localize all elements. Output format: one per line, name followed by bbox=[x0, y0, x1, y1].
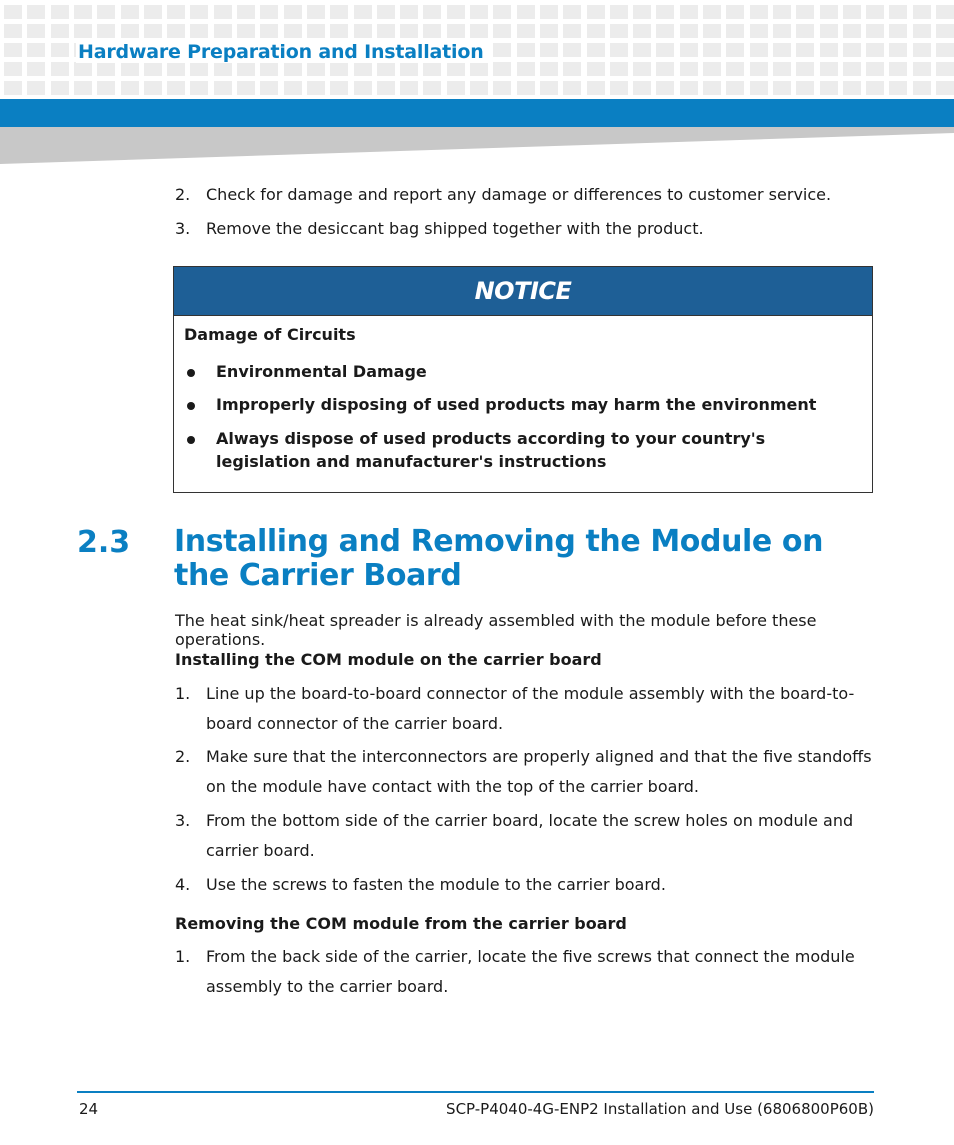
pattern-square bbox=[750, 5, 768, 19]
pattern-square bbox=[889, 43, 907, 57]
pattern-square bbox=[167, 81, 185, 95]
pattern-square bbox=[936, 24, 954, 38]
step-number: 4. bbox=[175, 875, 191, 894]
section-title: Installing and Removing the Module on the Carrier Board bbox=[174, 524, 824, 593]
pattern-square bbox=[51, 24, 69, 38]
pattern-square bbox=[796, 24, 814, 38]
header-blue-bar bbox=[0, 99, 954, 127]
pattern-square bbox=[703, 43, 721, 57]
step-text: Remove the desiccant bag shipped together with the product. bbox=[206, 219, 704, 238]
pattern-square bbox=[144, 5, 162, 19]
pattern-square bbox=[610, 62, 628, 76]
pattern-square bbox=[377, 24, 395, 38]
pattern-square bbox=[27, 5, 45, 19]
pattern-square bbox=[796, 5, 814, 19]
pattern-square bbox=[587, 43, 605, 57]
step-text: Use the screws to fasten the module to the carrier board. bbox=[206, 875, 666, 894]
pattern-square bbox=[820, 43, 838, 57]
pattern-square bbox=[493, 62, 511, 76]
pattern-square bbox=[167, 62, 185, 76]
step-text: Check for damage and report any damage or differences to customer service. bbox=[206, 185, 832, 204]
pattern-square bbox=[423, 5, 441, 19]
pattern-square bbox=[121, 5, 139, 19]
pattern-square bbox=[144, 81, 162, 95]
pattern-square bbox=[703, 5, 721, 19]
remove-step-1 bbox=[175, 942, 875, 1002]
pattern-square bbox=[97, 81, 115, 95]
pattern-square bbox=[423, 24, 441, 38]
pattern-square bbox=[354, 62, 372, 76]
pattern-square bbox=[773, 43, 791, 57]
install-step-2 bbox=[175, 742, 875, 802]
pattern-square bbox=[796, 81, 814, 95]
pattern-square bbox=[190, 62, 208, 76]
pattern-square bbox=[843, 43, 861, 57]
header-grey-wedge bbox=[0, 127, 954, 164]
pattern-square bbox=[913, 43, 931, 57]
pattern-square bbox=[703, 62, 721, 76]
pattern-square bbox=[121, 24, 139, 38]
pattern-square bbox=[214, 5, 232, 19]
pattern-square bbox=[726, 81, 744, 95]
pattern-square bbox=[866, 81, 884, 95]
pattern-square bbox=[144, 62, 162, 76]
notice-bullet bbox=[184, 360, 844, 383]
pattern-square bbox=[237, 81, 255, 95]
pattern-square bbox=[750, 24, 768, 38]
page-number: 24 bbox=[79, 1100, 99, 1118]
document-title: SCP-P4040-4G-ENP2 Installation and Use (6806800P60B) bbox=[446, 1100, 874, 1118]
pattern-square bbox=[354, 5, 372, 19]
pattern-square bbox=[214, 81, 232, 95]
install-step-4 bbox=[175, 870, 875, 900]
pattern-square bbox=[587, 62, 605, 76]
pattern-square bbox=[889, 5, 907, 19]
pattern-square bbox=[540, 81, 558, 95]
pattern-square bbox=[51, 43, 69, 57]
footer-rule bbox=[77, 1091, 874, 1093]
pattern-square bbox=[750, 62, 768, 76]
pattern-square bbox=[400, 5, 418, 19]
pattern-square bbox=[633, 5, 651, 19]
pattern-square bbox=[563, 62, 581, 76]
pattern-square bbox=[400, 81, 418, 95]
pattern-square bbox=[377, 5, 395, 19]
pattern-square bbox=[563, 5, 581, 19]
bullet-icon bbox=[187, 402, 195, 410]
section-number: 2.3 bbox=[77, 525, 131, 560]
pattern-square bbox=[517, 5, 535, 19]
pattern-square bbox=[307, 81, 325, 95]
pattern-square bbox=[51, 5, 69, 19]
pattern-square bbox=[330, 81, 348, 95]
install-step-3 bbox=[175, 806, 875, 866]
pattern-square bbox=[820, 81, 838, 95]
pattern-square bbox=[820, 62, 838, 76]
pattern-square bbox=[587, 24, 605, 38]
pattern-square bbox=[284, 62, 302, 76]
pattern-square bbox=[656, 62, 674, 76]
pattern-square bbox=[587, 81, 605, 95]
pattern-square bbox=[493, 5, 511, 19]
pattern-square bbox=[843, 5, 861, 19]
pattern-square bbox=[517, 62, 535, 76]
step-number: 3. bbox=[175, 811, 191, 830]
pattern-square bbox=[563, 43, 581, 57]
bullet-text: Environmental Damage bbox=[216, 362, 427, 381]
pattern-square bbox=[726, 5, 744, 19]
pattern-square bbox=[190, 5, 208, 19]
pattern-square bbox=[773, 5, 791, 19]
pattern-square bbox=[703, 81, 721, 95]
pattern-square bbox=[610, 24, 628, 38]
bullet-icon bbox=[187, 369, 195, 377]
step-text: Line up the board-to-board connector of the module assembly with the board-to-board connector of the carrier board. bbox=[206, 684, 855, 733]
pattern-square bbox=[51, 62, 69, 76]
notice-heading: NOTICE bbox=[474, 277, 572, 305]
pattern-square bbox=[633, 62, 651, 76]
pattern-square bbox=[51, 81, 69, 95]
pattern-square bbox=[470, 5, 488, 19]
pattern-square bbox=[913, 24, 931, 38]
pattern-square bbox=[447, 24, 465, 38]
pattern-square bbox=[703, 24, 721, 38]
pattern-square bbox=[74, 5, 92, 19]
pattern-square bbox=[97, 5, 115, 19]
pattern-square bbox=[656, 24, 674, 38]
pattern-square bbox=[447, 81, 465, 95]
pattern-square bbox=[866, 24, 884, 38]
pattern-square bbox=[913, 5, 931, 19]
pattern-square bbox=[27, 43, 45, 57]
pattern-square bbox=[97, 24, 115, 38]
step-number: 2. bbox=[175, 185, 191, 204]
pattern-square bbox=[820, 5, 838, 19]
pattern-square bbox=[540, 24, 558, 38]
pattern-square bbox=[936, 5, 954, 19]
pattern-square bbox=[470, 62, 488, 76]
pattern-square bbox=[610, 5, 628, 19]
install-heading: Installing the COM module on the carrier board bbox=[175, 650, 602, 669]
pattern-square bbox=[796, 43, 814, 57]
step-text: From the bottom side of the carrier board, locate the screw holes on module and carrier board. bbox=[206, 811, 854, 860]
pattern-square bbox=[656, 81, 674, 95]
pattern-square bbox=[237, 24, 255, 38]
pattern-square bbox=[889, 24, 907, 38]
intro-step-3 bbox=[175, 214, 875, 244]
pattern-square bbox=[354, 81, 372, 95]
pattern-square bbox=[633, 43, 651, 57]
pattern-square bbox=[563, 81, 581, 95]
step-number: 1. bbox=[175, 947, 191, 966]
pattern-square bbox=[936, 81, 954, 95]
pattern-square bbox=[889, 81, 907, 95]
pattern-square bbox=[27, 24, 45, 38]
notice-title: Damage of Circuits bbox=[184, 325, 356, 344]
pattern-square bbox=[866, 5, 884, 19]
bullet-icon bbox=[187, 436, 195, 444]
pattern-square bbox=[680, 62, 698, 76]
pattern-square bbox=[74, 62, 92, 76]
pattern-square bbox=[540, 5, 558, 19]
pattern-square bbox=[284, 81, 302, 95]
intro-step-2 bbox=[175, 180, 875, 210]
pattern-square bbox=[563, 24, 581, 38]
pattern-square bbox=[214, 62, 232, 76]
notice-bullet bbox=[184, 393, 844, 416]
pattern-square bbox=[27, 62, 45, 76]
pattern-square bbox=[4, 24, 22, 38]
bullet-text: Improperly disposing of used products may harm the environment bbox=[216, 395, 817, 414]
pattern-square bbox=[843, 24, 861, 38]
step-number: 2. bbox=[175, 747, 191, 766]
step-number: 1. bbox=[175, 684, 191, 703]
pattern-square bbox=[820, 24, 838, 38]
pattern-square bbox=[4, 62, 22, 76]
pattern-square bbox=[400, 24, 418, 38]
pattern-square bbox=[680, 81, 698, 95]
pattern-square bbox=[517, 43, 535, 57]
pattern-square bbox=[260, 5, 278, 19]
pattern-square bbox=[423, 81, 441, 95]
pattern-square bbox=[680, 24, 698, 38]
section-intro: The heat sink/heat spreader is already assembled with the module before these operations. bbox=[175, 611, 817, 649]
pattern-square bbox=[4, 5, 22, 19]
pattern-square bbox=[680, 5, 698, 19]
pattern-square bbox=[633, 24, 651, 38]
pattern-square bbox=[27, 81, 45, 95]
pattern-square bbox=[493, 81, 511, 95]
pattern-square bbox=[284, 5, 302, 19]
pattern-square bbox=[866, 62, 884, 76]
pattern-square bbox=[377, 62, 395, 76]
pattern-square bbox=[167, 24, 185, 38]
pattern-square bbox=[447, 5, 465, 19]
pattern-square bbox=[74, 81, 92, 95]
pattern-square bbox=[796, 62, 814, 76]
pattern-square bbox=[517, 24, 535, 38]
pattern-square bbox=[144, 24, 162, 38]
notice-bullet bbox=[184, 427, 844, 473]
pattern-square bbox=[517, 81, 535, 95]
pattern-square bbox=[237, 62, 255, 76]
pattern-square bbox=[121, 81, 139, 95]
pattern-square bbox=[540, 62, 558, 76]
bullet-text: Always dispose of used products according to your country's legislation and manufacturer's instructions bbox=[216, 429, 766, 471]
pattern-square bbox=[726, 24, 744, 38]
pattern-square bbox=[330, 5, 348, 19]
install-step-1 bbox=[175, 679, 875, 739]
pattern-square bbox=[470, 24, 488, 38]
pattern-square bbox=[307, 5, 325, 19]
pattern-square bbox=[587, 5, 605, 19]
pattern-square bbox=[936, 62, 954, 76]
pattern-square bbox=[610, 81, 628, 95]
pattern-square bbox=[773, 81, 791, 95]
pattern-square bbox=[773, 62, 791, 76]
pattern-square bbox=[190, 81, 208, 95]
pattern-square bbox=[610, 43, 628, 57]
step-text: Make sure that the interconnectors are properly aligned and that the five standoffs on the module have contact with the top of the carrier board. bbox=[206, 747, 872, 796]
pattern-square bbox=[97, 62, 115, 76]
chapter-title: Hardware Preparation and Installation bbox=[76, 41, 490, 63]
pattern-square bbox=[726, 43, 744, 57]
pattern-square bbox=[656, 5, 674, 19]
pattern-square bbox=[493, 24, 511, 38]
remove-heading: Removing the COM module from the carrier board bbox=[175, 914, 627, 933]
pattern-square bbox=[493, 43, 511, 57]
pattern-square bbox=[260, 62, 278, 76]
pattern-square bbox=[843, 62, 861, 76]
pattern-square bbox=[656, 43, 674, 57]
pattern-square bbox=[260, 24, 278, 38]
pattern-square bbox=[330, 24, 348, 38]
pattern-square bbox=[74, 24, 92, 38]
pattern-square bbox=[913, 62, 931, 76]
step-text: From the back side of the carrier, locate the five screws that connect the module assembly to the carrier board. bbox=[206, 947, 855, 996]
pattern-square bbox=[866, 43, 884, 57]
pattern-square bbox=[470, 81, 488, 95]
pattern-square bbox=[354, 24, 372, 38]
pattern-square bbox=[680, 43, 698, 57]
pattern-square bbox=[377, 81, 395, 95]
pattern-square bbox=[167, 5, 185, 19]
pattern-square bbox=[307, 62, 325, 76]
pattern-square bbox=[121, 62, 139, 76]
notice-header bbox=[174, 267, 872, 316]
pattern-square bbox=[913, 81, 931, 95]
pattern-square bbox=[237, 5, 255, 19]
pattern-square bbox=[307, 24, 325, 38]
pattern-square bbox=[400, 62, 418, 76]
pattern-square bbox=[284, 24, 302, 38]
pattern-square bbox=[4, 81, 22, 95]
pattern-square bbox=[190, 24, 208, 38]
pattern-square bbox=[423, 62, 441, 76]
pattern-square bbox=[843, 81, 861, 95]
pattern-square bbox=[750, 81, 768, 95]
pattern-square bbox=[540, 43, 558, 57]
pattern-square bbox=[260, 81, 278, 95]
pattern-square bbox=[447, 62, 465, 76]
step-number: 3. bbox=[175, 219, 191, 238]
pattern-square bbox=[936, 43, 954, 57]
pattern-square bbox=[4, 43, 22, 57]
pattern-square bbox=[750, 43, 768, 57]
pattern-square bbox=[633, 81, 651, 95]
pattern-square bbox=[773, 24, 791, 38]
pattern-square bbox=[726, 62, 744, 76]
pattern-square bbox=[214, 24, 232, 38]
notice-box bbox=[173, 266, 873, 493]
pattern-square bbox=[889, 62, 907, 76]
pattern-square bbox=[330, 62, 348, 76]
